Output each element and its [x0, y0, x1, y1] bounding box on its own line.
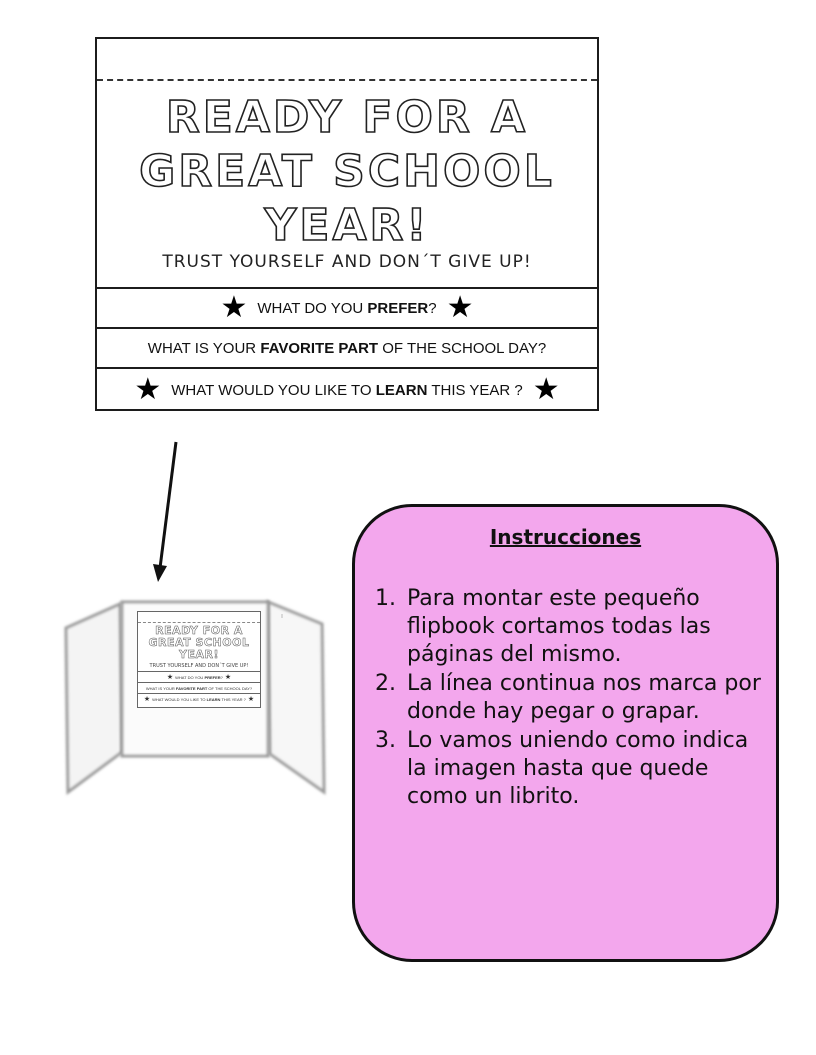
flipbook-tab-learn	[97, 367, 597, 411]
tab-text: WHAT WOULD YOU LIKE TO LEARN THIS YEAR ?	[171, 381, 523, 399]
step-number: 3.	[375, 728, 396, 753]
instructions-panel	[352, 504, 779, 962]
star-icon: ★	[143, 695, 151, 703]
flipbook-preview	[95, 37, 599, 411]
flipbook-tab-favorite-part	[97, 327, 597, 367]
step-text: Lo vamos uniendo como indica la imagen hasta que quede como un librito.	[407, 728, 749, 809]
tab-text: WHAT DO YOU PREFER?	[257, 299, 437, 317]
flipbook-motto: TRUST YOURSELF AND DON´T GIVE UP!	[162, 252, 532, 272]
mini-flipbook-on-board	[137, 611, 261, 708]
mini-cut-line	[138, 622, 260, 623]
dashed-cut-line	[97, 79, 597, 81]
mini-tab-prefer: ★ WHAT DO YOU PREFER? ★	[138, 671, 260, 682]
star-icon: ★	[134, 373, 162, 406]
instructions-list	[371, 585, 763, 812]
mini-tab-favorite-part: WHAT IS YOUR FAVORITE PART OF THE SCHOOL DAY?	[138, 682, 260, 693]
instruction-step	[371, 727, 763, 811]
title-line-3: YEAR!	[264, 200, 430, 251]
star-icon: ★	[166, 673, 174, 681]
title-line-1: READY FOR A	[165, 92, 529, 143]
flipbook-tab-prefer	[97, 287, 597, 327]
flipbook-title	[97, 91, 597, 253]
step-text: La línea continua nos marca por donde hay pegar o grapar.	[407, 671, 761, 724]
step-number: 1.	[375, 586, 396, 611]
mini-motto: TRUST YOURSELF AND DON´T GIVE UP!	[149, 663, 249, 669]
tab-text: WHAT IS YOUR FAVORITE PART OF THE SCHOOL DAY?	[147, 339, 547, 357]
instructions-title: Instrucciones	[489, 525, 642, 549]
instruction-step	[371, 670, 763, 726]
star-icon: ★	[532, 373, 560, 406]
step-number: 2.	[375, 671, 396, 696]
star-icon: ★	[220, 291, 248, 324]
title-line-2: GREAT SCHOOL	[139, 146, 555, 197]
mini-title: READY FOR A GREAT SCHOOL YEAR!	[148, 624, 250, 661]
star-icon: ★	[247, 695, 255, 703]
instruction-step	[371, 585, 763, 669]
arrow-down-icon	[140, 440, 200, 585]
mini-tab-learn: ★ WHAT WOULD YOU LIKE TO LEARN THIS YEAR ? ★	[138, 693, 260, 704]
step-text: Para montar este pequeño flipbook cortamos todas las páginas del mismo.	[407, 586, 711, 667]
star-icon: ★	[224, 673, 232, 681]
star-icon: ★	[446, 291, 474, 324]
